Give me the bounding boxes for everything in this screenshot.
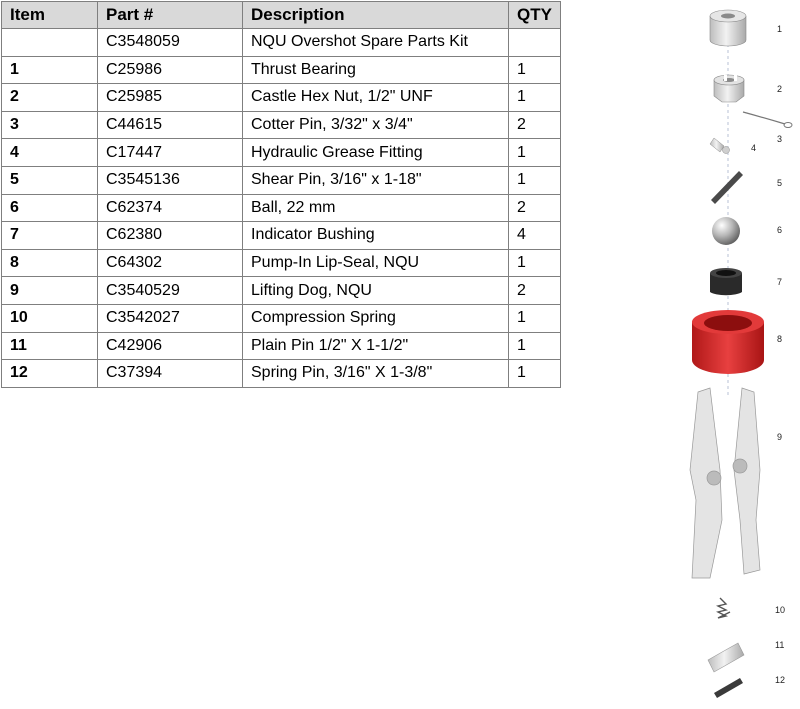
part-shear-pin bbox=[711, 171, 743, 204]
part-compression-spring bbox=[718, 598, 730, 618]
part-spring-pin bbox=[714, 678, 743, 698]
cell-qty: 1 bbox=[509, 332, 561, 360]
cell-qty: 1 bbox=[509, 166, 561, 194]
table-row bbox=[2, 56, 561, 84]
cell-part-number: C3540529 bbox=[98, 277, 243, 305]
cell-item: 8 bbox=[2, 249, 98, 277]
cell-qty: 2 bbox=[509, 111, 561, 139]
cell-item: 2 bbox=[2, 84, 98, 112]
table-header-row bbox=[2, 2, 561, 29]
header-description: Description bbox=[243, 2, 509, 29]
cell-part-number: C62380 bbox=[98, 222, 243, 250]
header-item: Item bbox=[2, 2, 98, 29]
part-ball bbox=[712, 217, 740, 245]
cell-description: Castle Hex Nut, 1/2" UNF bbox=[243, 84, 509, 112]
cell-part-number: C3545136 bbox=[98, 166, 243, 194]
table-row bbox=[2, 332, 561, 360]
table-row bbox=[2, 277, 561, 305]
cell-item: 10 bbox=[2, 304, 98, 332]
cell-qty: 1 bbox=[509, 360, 561, 388]
cell-item: 5 bbox=[2, 166, 98, 194]
cell-item: 11 bbox=[2, 332, 98, 360]
callout-label: 9 bbox=[777, 432, 783, 442]
table-row bbox=[2, 84, 561, 112]
cell-qty: 4 bbox=[509, 222, 561, 250]
table-row bbox=[2, 222, 561, 250]
cell-item: 6 bbox=[2, 194, 98, 222]
table-row bbox=[2, 249, 561, 277]
part-grease-fitting bbox=[710, 138, 730, 154]
parts-table bbox=[1, 1, 561, 388]
callout-label: 2 bbox=[777, 84, 783, 94]
cell-part-number: C25985 bbox=[98, 84, 243, 112]
callout-label: 7 bbox=[777, 277, 783, 287]
cell-part-number: C44615 bbox=[98, 111, 243, 139]
part-castle-hex-nut bbox=[714, 75, 744, 102]
cell-qty: 1 bbox=[509, 249, 561, 277]
callout-label: 12 bbox=[775, 675, 786, 685]
callout-label: 8 bbox=[777, 334, 783, 344]
callout-label: 10 bbox=[775, 605, 786, 615]
cell-part-number: C42906 bbox=[98, 332, 243, 360]
cell-part-number: C25986 bbox=[98, 56, 243, 84]
cell-description: Compression Spring bbox=[243, 304, 509, 332]
cell-description: Cotter Pin, 3/32" x 3/4" bbox=[243, 111, 509, 139]
cell-item: 9 bbox=[2, 277, 98, 305]
cell-qty: 1 bbox=[509, 56, 561, 84]
callout-label: 6 bbox=[777, 225, 783, 235]
table-row bbox=[2, 304, 561, 332]
cell-qty: 1 bbox=[509, 84, 561, 112]
table-row bbox=[2, 29, 561, 57]
cell-description: Pump-In Lip-Seal, NQU bbox=[243, 249, 509, 277]
cell-item: 4 bbox=[2, 139, 98, 167]
callout-label: 5 bbox=[777, 178, 783, 188]
cell-part-number: C17447 bbox=[98, 139, 243, 167]
cell-description: Thrust Bearing bbox=[243, 56, 509, 84]
cell-item: 7 bbox=[2, 222, 98, 250]
header-qty: QTY bbox=[509, 2, 561, 29]
callout-label: 11 bbox=[775, 640, 785, 650]
table-row bbox=[2, 166, 561, 194]
table-row bbox=[2, 139, 561, 167]
cell-part-number: C3542027 bbox=[98, 304, 243, 332]
part-indicator-bushing bbox=[710, 268, 742, 295]
part-plain-pin bbox=[708, 643, 744, 672]
cell-description: Shear Pin, 3/16" x 1-18" bbox=[243, 166, 509, 194]
part-lifting-dogs bbox=[690, 388, 760, 578]
part-thrust-bearing bbox=[710, 10, 746, 46]
cell-item: 3 bbox=[2, 111, 98, 139]
cell-qty: 2 bbox=[509, 277, 561, 305]
cell-description: Spring Pin, 3/16" X 1-3/8" bbox=[243, 360, 509, 388]
cell-part-number: C64302 bbox=[98, 249, 243, 277]
part-cotter-pin bbox=[743, 112, 792, 128]
cell-item: 1 bbox=[2, 56, 98, 84]
cell-qty bbox=[509, 29, 561, 57]
cell-part-number: C3548059 bbox=[98, 29, 243, 57]
cell-part-number: C37394 bbox=[98, 360, 243, 388]
cell-item bbox=[2, 29, 98, 57]
cell-description: Ball, 22 mm bbox=[243, 194, 509, 222]
callout-label: 4 bbox=[751, 143, 757, 153]
part-lip-seal bbox=[692, 310, 764, 374]
cell-qty: 1 bbox=[509, 139, 561, 167]
table-row bbox=[2, 360, 561, 388]
cell-description: Indicator Bushing bbox=[243, 222, 509, 250]
exploded-parts-diagram bbox=[680, 0, 800, 709]
callout-label: 1 bbox=[777, 24, 783, 34]
cell-description: Hydraulic Grease Fitting bbox=[243, 139, 509, 167]
cell-item: 12 bbox=[2, 360, 98, 388]
cell-qty: 1 bbox=[509, 304, 561, 332]
cell-qty: 2 bbox=[509, 194, 561, 222]
callout-label: 3 bbox=[777, 134, 783, 144]
cell-description: NQU Overshot Spare Parts Kit bbox=[243, 29, 509, 57]
cell-part-number: C62374 bbox=[98, 194, 243, 222]
cell-description: Plain Pin 1/2" X 1-1/2" bbox=[243, 332, 509, 360]
cell-description: Lifting Dog, NQU bbox=[243, 277, 509, 305]
table-row bbox=[2, 194, 561, 222]
header-part-number: Part # bbox=[98, 2, 243, 29]
table-row bbox=[2, 111, 561, 139]
